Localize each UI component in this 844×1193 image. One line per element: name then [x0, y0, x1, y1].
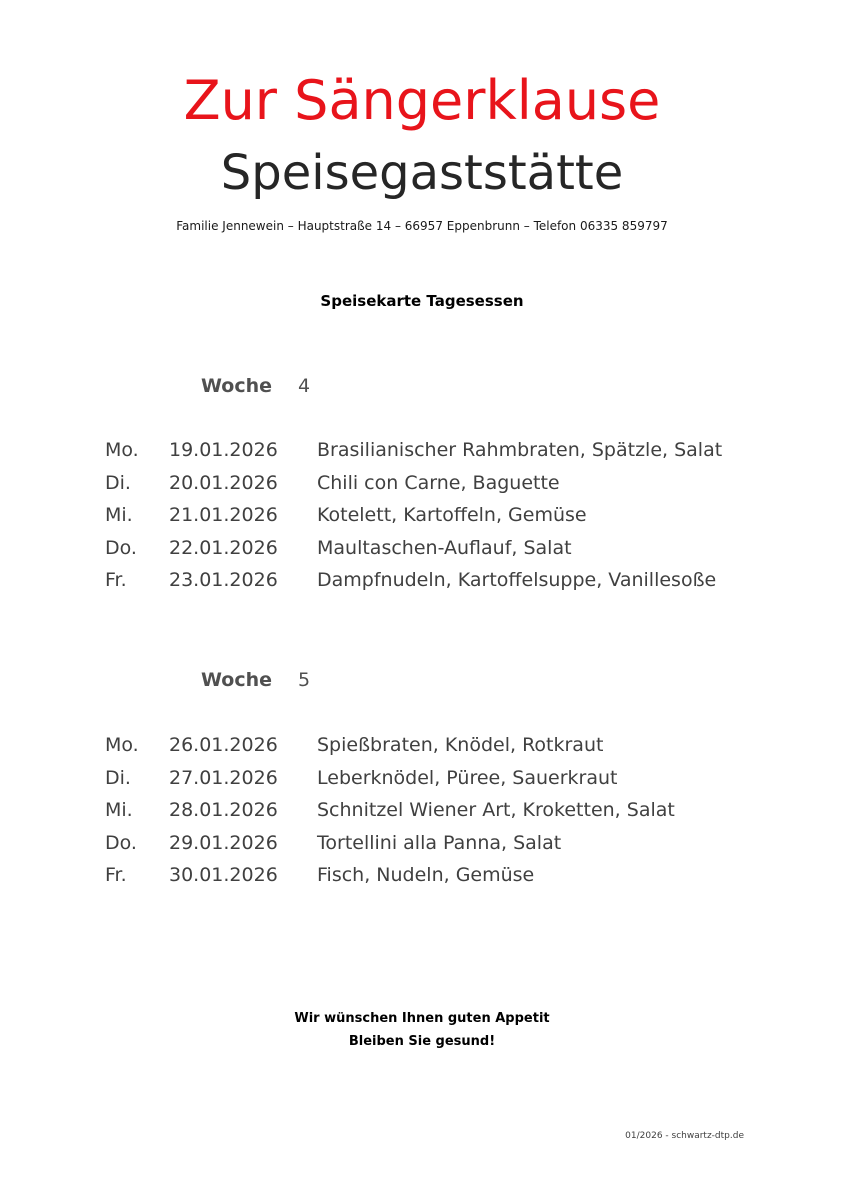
day-date: 30.01.2026 [169, 864, 278, 887]
day-name: Fr. [105, 864, 127, 887]
day-row [0, 564, 844, 597]
day-name: Di. [105, 471, 131, 494]
day-dish: Dampfnudeln, Kartoffelsuppe, Vanillesoße [317, 569, 717, 592]
day-date: 21.01.2026 [169, 504, 278, 527]
menu-title: Speisekarte Tagesessen [320, 292, 524, 310]
restaurant-name: Zur Sängerklause [183, 69, 661, 132]
day-row [0, 762, 844, 795]
day-date: 26.01.2026 [169, 734, 278, 756]
day-name: Fr. [105, 569, 127, 592]
week-day-list [0, 434, 844, 597]
day-row [0, 434, 844, 467]
week-day-list [0, 729, 844, 892]
week-label: Woche [200, 375, 272, 397]
day-date: 29.01.2026 [169, 831, 278, 854]
restaurant-subtitle: Speisegaststätte [220, 145, 624, 201]
day-name: Di. [105, 766, 131, 789]
week-heading [0, 665, 844, 695]
day-dish: Fisch, Nudeln, Gemüse [317, 864, 535, 887]
day-row [0, 499, 844, 532]
day-row [0, 729, 844, 762]
day-dish: Schnitzel Wiener Art, Kroketten, Salat [317, 799, 675, 822]
week-heading [0, 371, 844, 401]
day-name: Mi. [105, 799, 133, 822]
day-date: 20.01.2026 [169, 471, 278, 494]
day-date: 23.01.2026 [169, 569, 278, 592]
day-date: 22.01.2026 [169, 536, 278, 559]
day-row [0, 794, 844, 827]
day-row [0, 467, 844, 500]
day-name: Mo. [105, 439, 139, 461]
day-name: Do. [105, 536, 137, 559]
day-row [0, 532, 844, 565]
day-date: 27.01.2026 [169, 766, 278, 789]
day-dish: Maultaschen-Auflauf, Salat [317, 536, 572, 559]
day-date: 19.01.2026 [169, 439, 278, 461]
day-dish: Chili con Carne, Baguette [317, 471, 560, 494]
address-line: Familie Jennewein – Hauptstraße 14 – 66957 Eppenbrunn – Telefon 06335 859797 [176, 219, 668, 233]
day-name: Do. [105, 831, 137, 854]
day-row [0, 827, 844, 860]
footer-note: 01/2026 - schwartz-dtp.de [625, 1131, 744, 1141]
day-dish: Brasilianischer Rahmbraten, Spätzle, Salat [317, 439, 723, 461]
week-number: 5 [298, 669, 311, 691]
week-number: 4 [298, 375, 311, 397]
day-dish: Kotelett, Kartoffeln, Gemüse [317, 504, 587, 527]
day-dish: Spießbraten, Knödel, Rotkraut [317, 734, 604, 756]
week-label: Woche [200, 669, 272, 691]
day-dish: Leberknödel, Püree, Sauerkraut [317, 766, 618, 789]
closing-greeting: Bleiben Sie gesund! [348, 1034, 496, 1049]
day-dish: Tortellini alla Panna, Salat [317, 831, 562, 854]
day-name: Mo. [105, 734, 139, 756]
day-row [0, 859, 844, 892]
day-date: 28.01.2026 [169, 799, 278, 822]
closing-wish: Wir wünschen Ihnen guten Appetit [294, 1011, 550, 1026]
day-name: Mi. [105, 504, 133, 527]
